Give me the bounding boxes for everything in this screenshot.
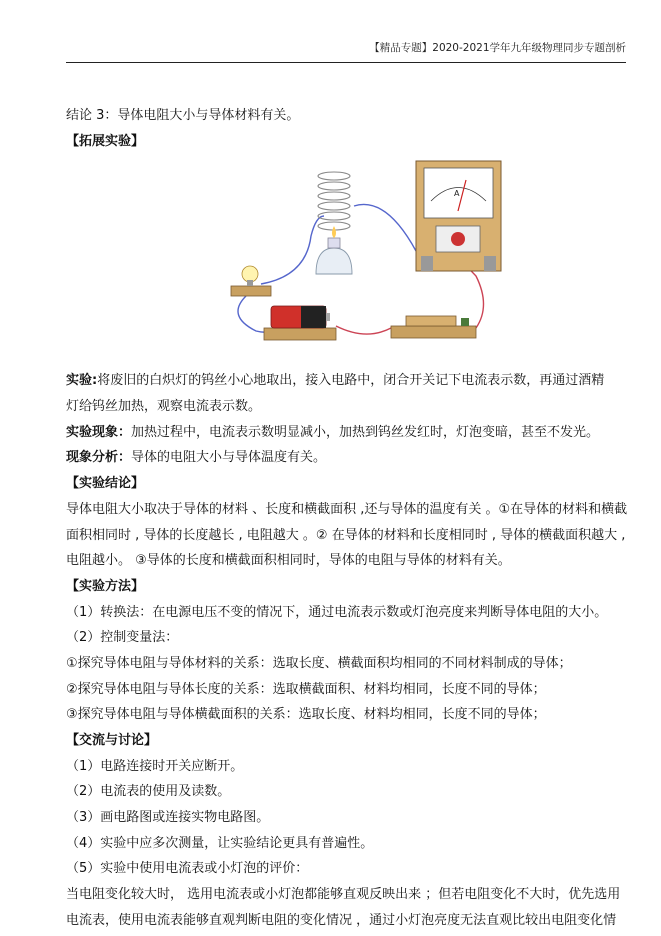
page-header: 【精品专题】2020-2021学年九年级物理同步专题剖析 bbox=[369, 42, 626, 54]
discussion-heading: 【交流与讨论】 bbox=[66, 733, 158, 748]
analysis-line bbox=[66, 445, 626, 471]
ammeter-label: A bbox=[454, 189, 460, 199]
header-rule bbox=[66, 62, 626, 63]
conclusion-line: 电阻越小。 ③导体的长度和横截面积相同时，导体的电阻与导体的材料有关。 bbox=[66, 553, 511, 569]
phenomenon-text: 加热过程中，电流表示数明显减小，加热到钨丝发红时，灯泡变暗，甚至不发光。 bbox=[131, 424, 600, 440]
discussion-line: 当电阻变化较大时， 选用电流表或小灯泡都能够直观反映出来 ；但若电阻变化不大时，优先选用 bbox=[66, 887, 621, 903]
method-line: （1）转换法：在电源电压不变的情况下，通过电流表示数或灯泡亮度来判断导体电阻的大小。 bbox=[66, 604, 608, 620]
discussion-line: （4）实验中应多次测量，让实验结论更具有普遍性。 bbox=[66, 835, 374, 851]
conclusion-heading: 【实验结论】 bbox=[66, 476, 145, 492]
method-line: ③探究导体电阻与导体横截面积的关系：选取长度、材料均相同，长度不同的导体； bbox=[66, 707, 546, 723]
conclusion-line: 面积相同时 , 导体的长度越长 , 电阻越大 。② 在导体的材料和长度相同时 , 导体的横截面积越大 , bbox=[66, 527, 626, 543]
extension-heading: 【拓展实验】 bbox=[66, 133, 145, 149]
experiment-figure bbox=[66, 154, 626, 368]
method-line: ①探究导体电阻与导体材料的关系：选取长度、横截面积均相同的不同材料制成的导体； bbox=[66, 655, 572, 671]
conclusion-3: 结论 3：导体电阻大小与导体材料有关。 bbox=[66, 108, 300, 123]
discussion-line: （2）电流表的使用及读数。 bbox=[66, 784, 231, 800]
discussion-line: 电流表，使用电流表能够直观判断电阻的变化情况 ，通过小灯泡亮度无法直观比较出电阻变化情 bbox=[66, 912, 617, 928]
method-line: ②探究导体电阻与导体长度的关系：选取横截面积、材料均相同，长度不同的导体； bbox=[66, 681, 546, 697]
discussion-line: （1）电路连接时开关应断开。 bbox=[66, 758, 244, 774]
phenomenon-line bbox=[66, 420, 626, 446]
document-body bbox=[66, 103, 626, 934]
experiment-label: 实验: bbox=[66, 373, 98, 389]
discussion-line: （5）实验中使用电流表或小灯泡的评价： bbox=[66, 861, 309, 877]
analysis-text: 导体的电阻大小与导体温度有关。 bbox=[131, 450, 327, 466]
experiment-line-1 bbox=[66, 368, 626, 394]
phenomenon-label: 实验现象： bbox=[66, 424, 132, 440]
conclusion-line: 导体电阻大小取决于导体的材料 、长度和横截面积 ,还与导体的温度有关 。①在导体的材料和横截 bbox=[66, 501, 628, 517]
experiment-text-1: 将废旧的白炽灯的钨丝小心地取出，接入电路中，闭合开关记下电流表示数，再通过酒精 bbox=[97, 373, 605, 389]
circuit-illustration bbox=[216, 156, 506, 346]
method-line: （2）控制变量法： bbox=[66, 630, 179, 646]
method-heading: 【实验方法】 bbox=[66, 578, 145, 594]
experiment-line-2: 灯给钨丝加热，观察电流表示数。 bbox=[66, 399, 262, 415]
analysis-label: 现象分析： bbox=[66, 450, 132, 466]
discussion-line: （3）画电路图或连接实物电路图。 bbox=[66, 810, 270, 826]
